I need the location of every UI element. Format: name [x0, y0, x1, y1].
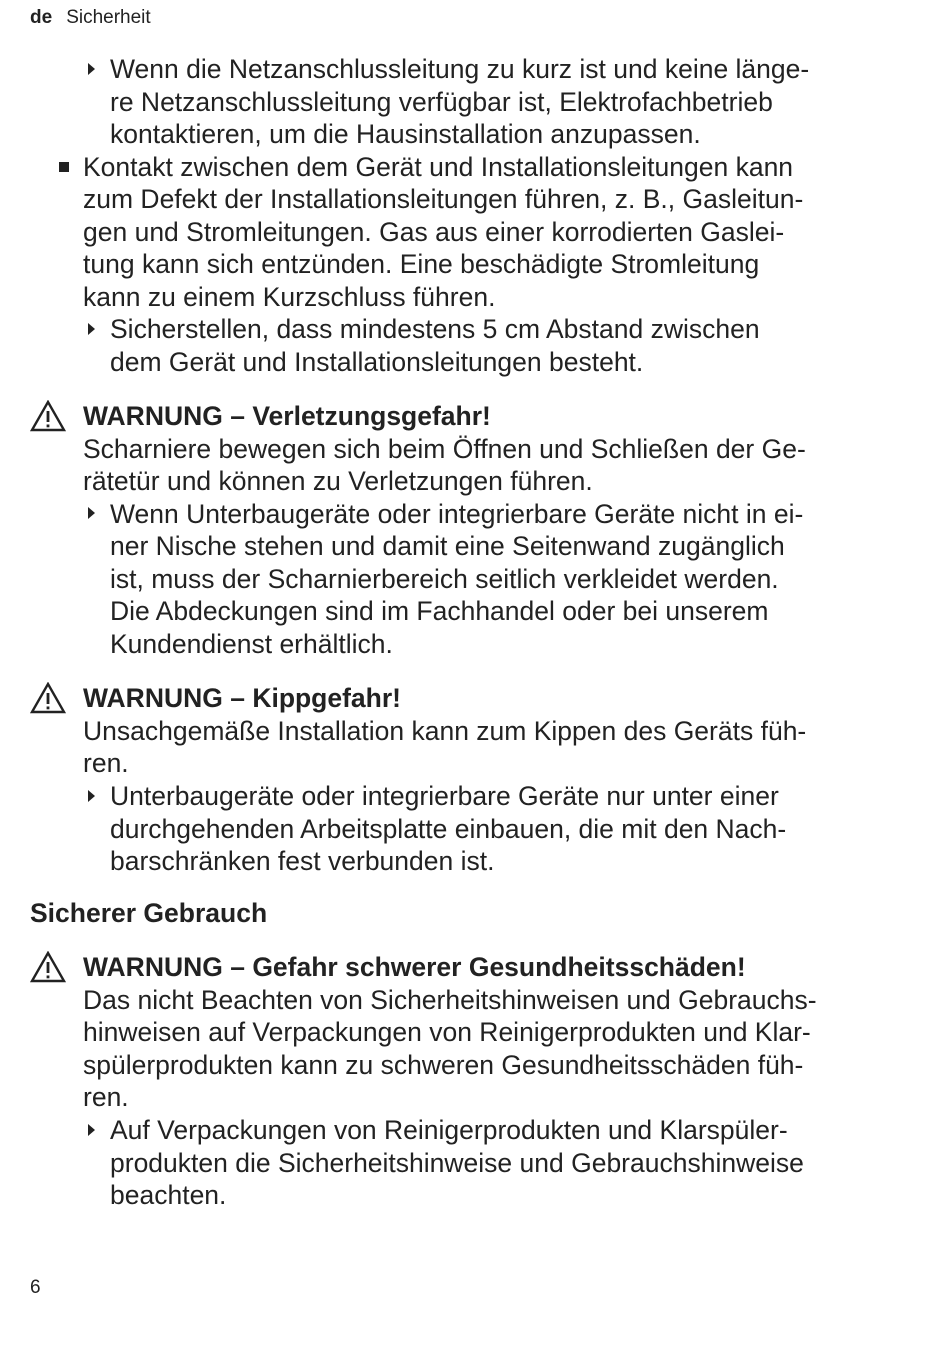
section-title: Sicherheit — [66, 7, 151, 28]
arrow-bullet-icon — [88, 507, 95, 519]
instruction-line: Wenn die Netzanschlussleitung zu kurz ist und keine länge- — [110, 54, 810, 84]
body-line: hinweisen auf Verpackungen von Reinigerprodukten und Klar- — [83, 1017, 811, 1047]
warning-title: WARNUNG – Kippgefahr! — [83, 683, 401, 713]
instruction-line: barschränken fest verbunden ist. — [110, 846, 495, 876]
instruction-line: Auf Verpackungen von Reinigerprodukten und Klarspüler- — [110, 1115, 788, 1145]
body-line: kann zu einem Kurzschluss führen. — [83, 281, 496, 312]
body-line: Unsachgemäße Installation kann zum Kippen des Geräts füh- — [83, 715, 807, 746]
arrow-bullet-icon — [88, 323, 95, 335]
body-line: zum Defekt der Installationsleitungen führen, z. B., Gasleitun- — [83, 184, 804, 214]
body-line: tung kann sich entzünden. Eine beschädigte Stromleitung — [83, 249, 760, 279]
instruction-line: Sicherstellen, dass mindestens 5 cm Abstand zwischen — [110, 314, 760, 344]
instruction-line: ist, muss der Scharnierbereich seitlich verkleidet werden. — [110, 563, 779, 594]
body-line: ren. — [83, 748, 129, 778]
instruction-line: ner Nische stehen und damit eine Seitenwand zugänglich — [110, 531, 785, 561]
language-code: de — [30, 7, 53, 28]
instruction-line: Kundendienst erhältlich. — [110, 628, 393, 659]
instruction-line: produkten die Sicherheitshinweise und Gebrauchshinweise — [110, 1147, 804, 1178]
body-line: ren. — [83, 1082, 129, 1112]
arrow-bullet-icon — [88, 790, 95, 802]
body-line: spülerprodukten kann zu schweren Gesundheitsschäden füh- — [83, 1049, 804, 1080]
instruction-line: Die Abdeckungen sind im Fachhandel oder bei unserem — [110, 596, 769, 626]
body-line: Das nicht Beachten von Sicherheitshinweisen und Gebrauchs- — [83, 984, 817, 1015]
arrow-bullet-icon — [88, 63, 95, 75]
instruction-line: Unterbaugeräte oder integrierbare Geräte nur unter einer — [110, 781, 779, 811]
warning-triangle-icon — [30, 400, 66, 432]
warning-triangle-icon — [30, 951, 66, 983]
body-line: rätetür und können zu Verletzungen führen. — [83, 466, 593, 496]
warning-title: WARNUNG – Gefahr schwerer Gesundheitsschäden! — [83, 952, 746, 982]
section-heading: Sicherer Gebrauch — [30, 898, 268, 928]
arrow-bullet-icon — [88, 1124, 95, 1136]
instruction-line: beachten. — [110, 1180, 227, 1210]
body-line: Kontakt zwischen dem Gerät und Installationsleitungen kann — [83, 151, 794, 182]
instruction-line: durchgehenden Arbeitsplatte einbauen, die mit den Nach- — [110, 813, 787, 844]
body-line: gen und Stromleitungen. Gas aus einer korrodierten Gaslei- — [83, 216, 785, 247]
body-line: Scharniere bewegen sich beim Öffnen und Schließen der Ge- — [83, 433, 806, 464]
square-bullet-icon — [59, 162, 69, 172]
warning-title: WARNUNG – Verletzungsgefahr! — [83, 401, 491, 431]
instruction-line: Wenn Unterbaugeräte oder integrierbare Geräte nicht in ei- — [110, 498, 804, 529]
instruction-line: kontaktieren, um die Hausinstallation anzupassen. — [110, 119, 701, 149]
instruction-line: re Netzanschlussleitung verfügbar ist, Elektrofachbetrieb — [110, 86, 773, 117]
instruction-line: dem Gerät und Installationsleitungen besteht. — [110, 346, 644, 377]
page-header — [30, 6, 151, 30]
page-number: 6 — [30, 1277, 41, 1298]
warning-triangle-icon — [30, 682, 66, 714]
